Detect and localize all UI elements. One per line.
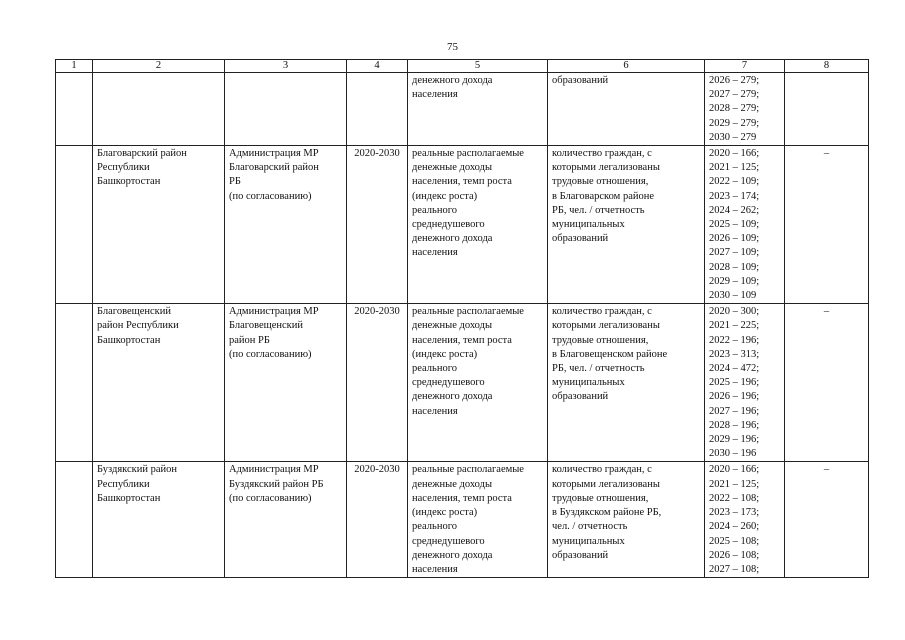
admin-line: Администрация МР (229, 306, 319, 318)
indicator-line: реальные располагаемые (412, 306, 524, 318)
values-line: 2026 – 109; (709, 233, 760, 245)
values-line: 2026 – 279; (709, 75, 760, 86)
values-line: 2027 – 196; (709, 405, 760, 417)
indicator-line: реальные располагаемые (412, 464, 524, 476)
indicator-line: денежного дохода (412, 549, 493, 561)
col-header-3: 3 (225, 60, 347, 73)
indicator-line: денежного дохода (412, 233, 493, 245)
measure-line: которыми легализованы (552, 162, 660, 174)
indicator-line: населения (412, 247, 458, 259)
values-line: 2027 – 108; (709, 563, 760, 575)
values-line: 2021 – 125; (709, 478, 760, 490)
col-header-4: 4 (347, 60, 408, 73)
measure-line: трудовые отношения, (552, 334, 649, 346)
measure-line: РБ, чел. / отчетность (552, 204, 645, 216)
measure-line: муниципальных (552, 377, 625, 389)
col-header-1: 1 (56, 60, 93, 73)
indicator-line: населения, темп роста (412, 176, 512, 188)
admin-line: (по согласованию) (229, 190, 312, 202)
indicator-line: денежного дохода (412, 391, 493, 403)
district-line: Башкортостан (97, 176, 161, 188)
values-line: 2029 – 279; (709, 117, 760, 129)
table-row (56, 73, 869, 146)
indicator-line: среднедушевого (412, 535, 485, 547)
admin-line: РБ (229, 176, 241, 188)
values-line: 2024 – 260; (709, 521, 760, 533)
values-line: 2030 – 109 (709, 290, 757, 302)
indicator-cell (408, 73, 548, 146)
values-line: 2023 – 313; (709, 348, 760, 360)
indicator-line: реального (412, 363, 457, 375)
admin-line: район РБ (229, 334, 270, 346)
indicator-line: реального (412, 204, 457, 216)
values-cell (705, 462, 785, 578)
measure-cell (548, 462, 705, 578)
values-line: 2021 – 225; (709, 320, 760, 332)
indicator-line: населения, темп роста (412, 492, 512, 504)
indicator-line: (индекс роста) (412, 348, 478, 360)
admin-cell (225, 146, 347, 304)
values-line: 2021 – 125; (709, 162, 760, 174)
indicator-line: среднедушевого (412, 377, 485, 389)
district-cell (93, 462, 225, 578)
values-line: 2024 – 262; (709, 204, 760, 216)
values-line: 2022 – 109; (709, 176, 760, 188)
indicator-cell (408, 304, 548, 462)
values-cell (705, 146, 785, 304)
indicator-line: (индекс роста) (412, 507, 478, 519)
admin-cell (225, 73, 347, 146)
values-cell (705, 73, 785, 146)
col-header-8: 8 (785, 60, 869, 73)
table-row (56, 462, 869, 578)
indicator-line: населения, темп роста (412, 334, 512, 346)
measure-line: в Благоварском районе (552, 190, 655, 202)
district-cell (93, 304, 225, 462)
measure-line: в Буздякском районе РБ, (552, 507, 662, 519)
indicator-line: денежные доходы (412, 478, 493, 490)
values-line: 2022 – 196; (709, 334, 760, 346)
table-row (56, 304, 869, 462)
note-cell: – (785, 462, 869, 578)
measure-line: образований (552, 391, 609, 403)
values-line: 2024 – 472; (709, 363, 760, 375)
indicator-line: населения (412, 89, 458, 101)
indicator-line: денежного дохода (412, 75, 493, 86)
measure-line: муниципальных (552, 219, 625, 231)
indicator-line: населения (412, 405, 458, 417)
district-line: Благовещенский (97, 306, 172, 318)
values-line: 2020 – 166; (709, 148, 760, 160)
values-line: 2028 – 196; (709, 419, 760, 431)
note-cell: – (785, 304, 869, 462)
values-line: 2022 – 108; (709, 492, 760, 504)
admin-cell (225, 462, 347, 578)
period-cell: 2020-2030 (347, 304, 408, 462)
values-line: 2030 – 196 (709, 448, 757, 460)
district-cell (93, 146, 225, 304)
values-line: 2025 – 196; (709, 377, 760, 389)
values-line: 2027 – 109; (709, 247, 760, 259)
values-line: 2020 – 166; (709, 464, 760, 476)
district-line: Благоварский район (97, 148, 187, 160)
values-line: 2023 – 173; (709, 507, 760, 519)
values-line: 2027 – 279; (709, 89, 760, 101)
table-row (56, 146, 869, 304)
measure-line: чел. / отчетность (552, 521, 628, 533)
col-header-2: 2 (93, 60, 225, 73)
measure-line: количество граждан, с (552, 148, 652, 160)
indicator-line: реального (412, 521, 457, 533)
page-number: 75 (447, 41, 458, 53)
admin-line: Благоварский район (229, 162, 319, 174)
measure-line: муниципальных (552, 535, 625, 547)
indicator-cell (408, 146, 548, 304)
plan-table (55, 59, 869, 578)
measure-cell (548, 73, 705, 146)
period-cell: 2020-2030 (347, 146, 408, 304)
measure-line: количество граждан, с (552, 464, 652, 476)
district-line: Республики (97, 162, 150, 174)
col-header-6: 6 (548, 60, 705, 73)
measure-line: которыми легализованы (552, 478, 660, 490)
values-line: 2026 – 196; (709, 391, 760, 403)
values-line: 2028 – 109; (709, 261, 760, 273)
note-cell: – (785, 146, 869, 304)
header-row (56, 60, 869, 73)
indicator-line: денежные доходы (412, 162, 493, 174)
admin-line: Администрация МР (229, 464, 319, 476)
district-line: Башкортостан (97, 334, 161, 346)
measure-line: РБ, чел. / отчетность (552, 363, 645, 375)
values-line: 2026 – 108; (709, 549, 760, 561)
indicator-line: денежные доходы (412, 320, 493, 332)
values-line: 2025 – 108; (709, 535, 760, 547)
district-cell (93, 73, 225, 146)
measure-cell (548, 146, 705, 304)
values-line: 2028 – 279; (709, 103, 760, 115)
values-line: 2020 – 300; (709, 306, 760, 318)
admin-line: Администрация МР (229, 148, 319, 160)
indicator-line: реальные располагаемые (412, 148, 524, 160)
admin-cell (225, 304, 347, 462)
col-header-7: 7 (705, 60, 785, 73)
values-line: 2023 – 174; (709, 190, 760, 202)
admin-line: (по согласованию) (229, 492, 312, 504)
indicator-cell (408, 462, 548, 578)
period-cell (347, 73, 408, 146)
indicator-line: населения (412, 563, 458, 575)
values-cell (705, 304, 785, 462)
district-line: Буздякский район (97, 464, 178, 476)
num-cell (56, 304, 93, 462)
district-line: Башкортостан (97, 492, 161, 504)
values-line: 2029 – 196; (709, 434, 760, 446)
measure-line: количество граждан, с (552, 306, 652, 318)
district-line: район Республики (97, 320, 179, 332)
values-line: 2029 – 109; (709, 275, 760, 287)
col-header-5: 5 (408, 60, 548, 73)
measure-line: в Благовещенском районе (552, 348, 668, 360)
district-line: Республики (97, 478, 150, 490)
values-line: 2025 – 109; (709, 219, 760, 231)
measure-line: трудовые отношения, (552, 176, 649, 188)
values-line: 2030 – 279 (709, 131, 757, 143)
num-cell (56, 73, 93, 146)
measure-line: образований (552, 233, 609, 245)
indicator-line: среднедушевого (412, 219, 485, 231)
note-cell (785, 73, 869, 146)
admin-line: (по согласованию) (229, 348, 312, 360)
period-cell: 2020-2030 (347, 462, 408, 578)
num-cell (56, 462, 93, 578)
num-cell (56, 146, 93, 304)
admin-line: Благовещенский (229, 320, 304, 332)
admin-line: Буздякский район РБ (229, 478, 324, 490)
measure-line: образований (552, 549, 609, 561)
measure-line: образований (552, 75, 609, 86)
measure-line: которыми легализованы (552, 320, 660, 332)
measure-cell (548, 304, 705, 462)
measure-line: трудовые отношения, (552, 492, 649, 504)
indicator-line: (индекс роста) (412, 190, 478, 202)
